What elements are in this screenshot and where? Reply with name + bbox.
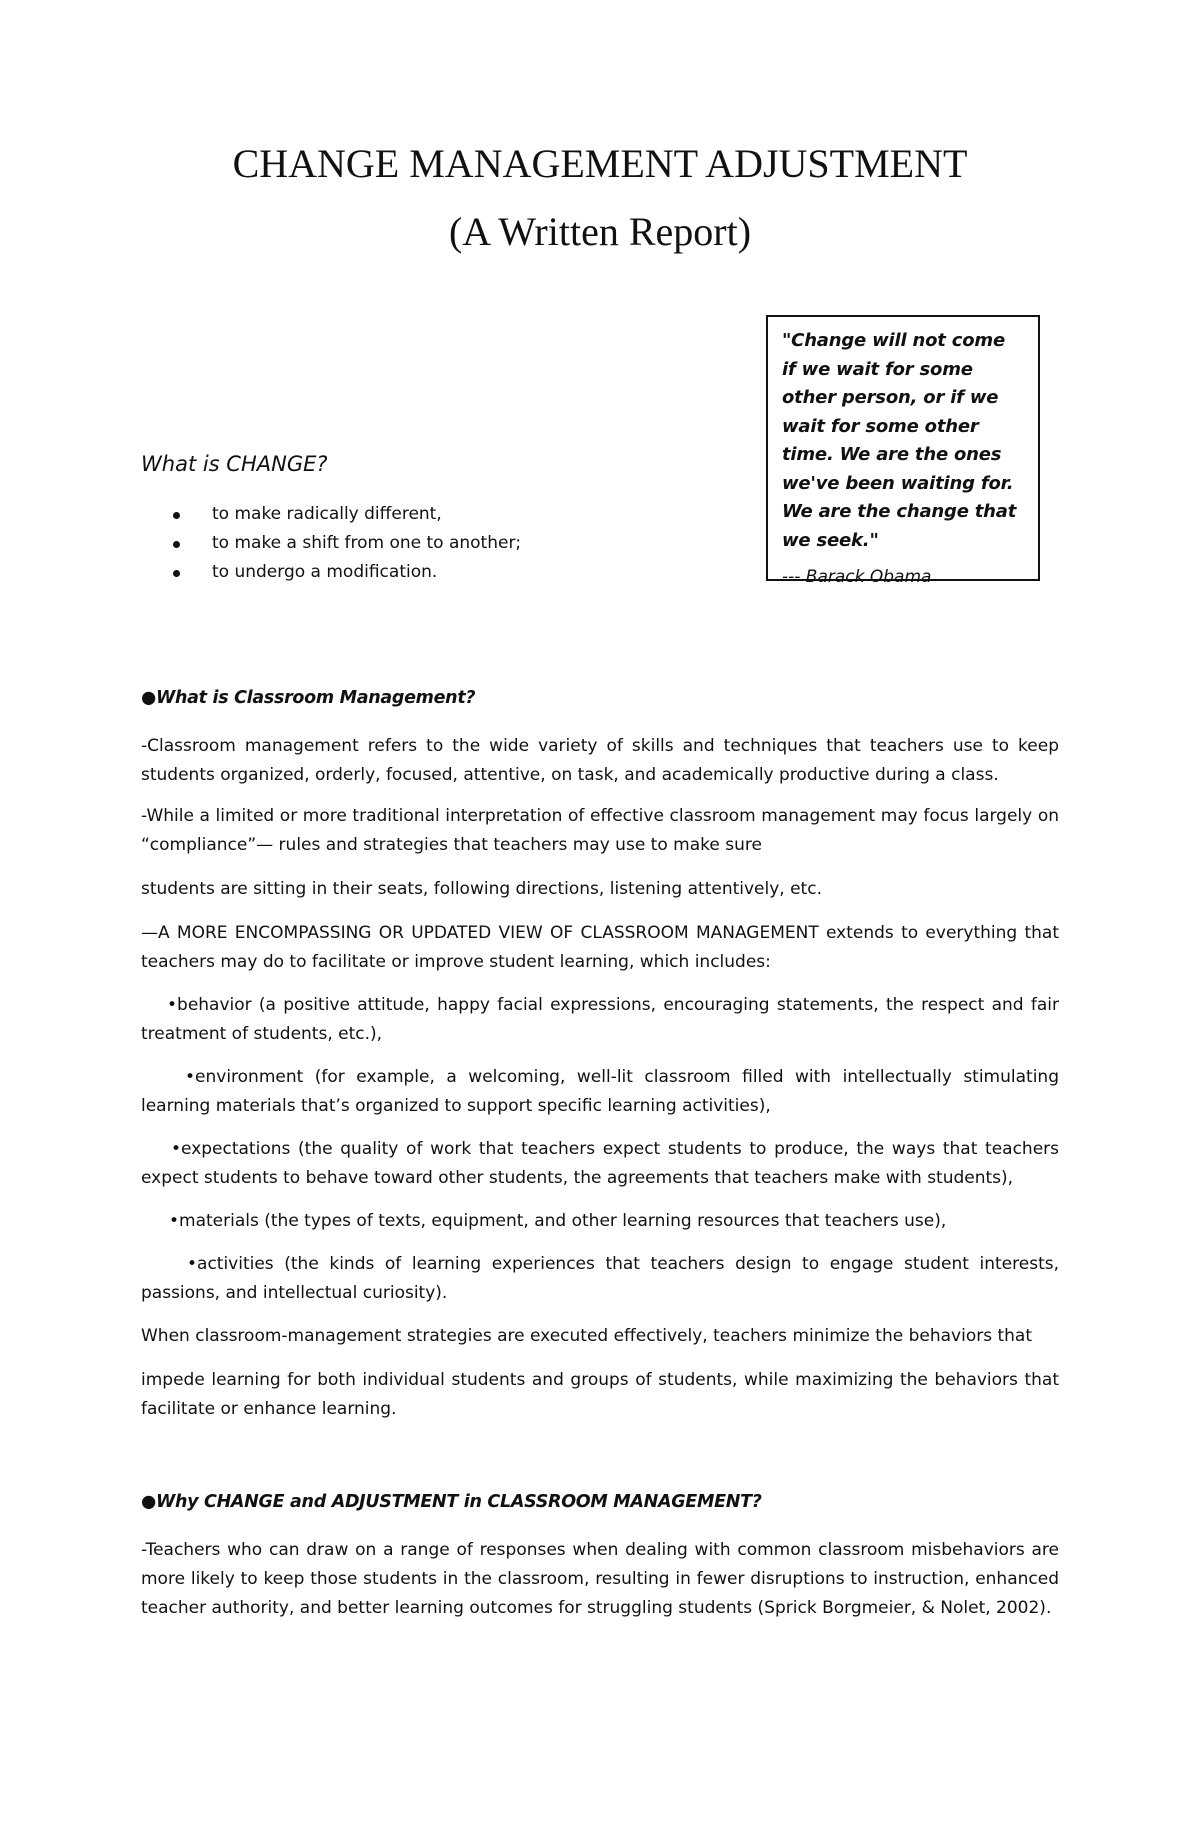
- list-item: •environment (for example, a welcoming, well-lit classroom filled with intellectually stimulating learning materials that’s organized to support specific learning activities),: [141, 1067, 1059, 1116]
- list-item: [170, 500, 521, 529]
- document-subtitle: (A Written Report): [448, 209, 752, 254]
- change-definition-list: [170, 500, 521, 587]
- paragraph: impede learning for both individual students and groups of students, while maximizing the behaviors that facilitate or enhance learning.: [141, 1370, 1059, 1419]
- document-title: CHANGE MANAGEMENT ADJUSTMENT: [232, 141, 968, 186]
- classroom-body: [141, 732, 1059, 1424]
- classroom-heading: ●What is Classroom Management?: [141, 688, 476, 708]
- paragraph: -While a limited or more traditional interpretation of effective classroom management may focus largely on “compliance”— rules and strategies that teachers may use to make sure: [141, 806, 1059, 855]
- list-item-text: to make a shift from one to another;: [212, 533, 522, 553]
- paragraph: When classroom-management strategies are executed effectively, teachers minimize the behaviors that: [141, 1326, 1032, 1346]
- paragraph: students are sitting in their seats, following directions, listening attentively, etc.: [141, 879, 822, 899]
- why-heading: ●Why CHANGE and ADJUSTMENT in CLASSROOM MANAGEMENT?: [141, 1492, 762, 1512]
- bullet-icon: [173, 512, 180, 519]
- bullet-icon: [173, 541, 180, 548]
- list-item: •activities (the kinds of learning experiences that teachers design to engage student interests, passions, and intellectual curiosity).: [141, 1254, 1059, 1303]
- list-item: •materials (the types of texts, equipment, and other learning resources that teachers use),: [169, 1211, 947, 1231]
- paragraph: —A MORE ENCOMPASSING OR UPDATED VIEW OF CLASSROOM MANAGEMENT extends to everything that teachers may do to facilitate or improve student learning, which includes:: [141, 923, 1059, 972]
- list-item: [170, 529, 521, 558]
- quote-box: [766, 315, 1040, 587]
- bullet-icon: [173, 570, 180, 577]
- list-item: •expectations (the quality of work that teachers expect students to produce, the ways that teachers expect students to behave toward other students, the agreements that teachers make with students),: [141, 1139, 1059, 1188]
- quote-text: "Change will not come if we wait for some other person, or if we wait for some other time. We are the ones we've been waiting for. We are the change that we seek.": [782, 330, 1017, 551]
- quote-author: --- Barack Obama: [782, 567, 932, 587]
- list-item-text: to undergo a modification.: [212, 562, 438, 582]
- change-heading: What is CHANGE?: [141, 452, 328, 476]
- paragraph: -Teachers who can draw on a range of responses when dealing with common classroom misbehaviors are more likely to keep those students in the classroom, resulting in fewer disruptions to instruction, enhanced teacher authority, and better learning outcomes for struggling students (Sprick Borgmeier, & Nolet, 2002).: [141, 1540, 1059, 1618]
- list-item: [170, 558, 521, 587]
- why-body: [141, 1536, 1059, 1623]
- paragraph: -Classroom management refers to the wide variety of skills and techniques that teachers use to keep students organized, orderly, focused, attentive, on task, and academically productive during a class.: [141, 736, 1059, 785]
- list-item-text: to make radically different,: [212, 504, 442, 524]
- list-item: •behavior (a positive attitude, happy facial expressions, encouraging statements, the respect and fair treatment of students, etc.),: [141, 995, 1059, 1044]
